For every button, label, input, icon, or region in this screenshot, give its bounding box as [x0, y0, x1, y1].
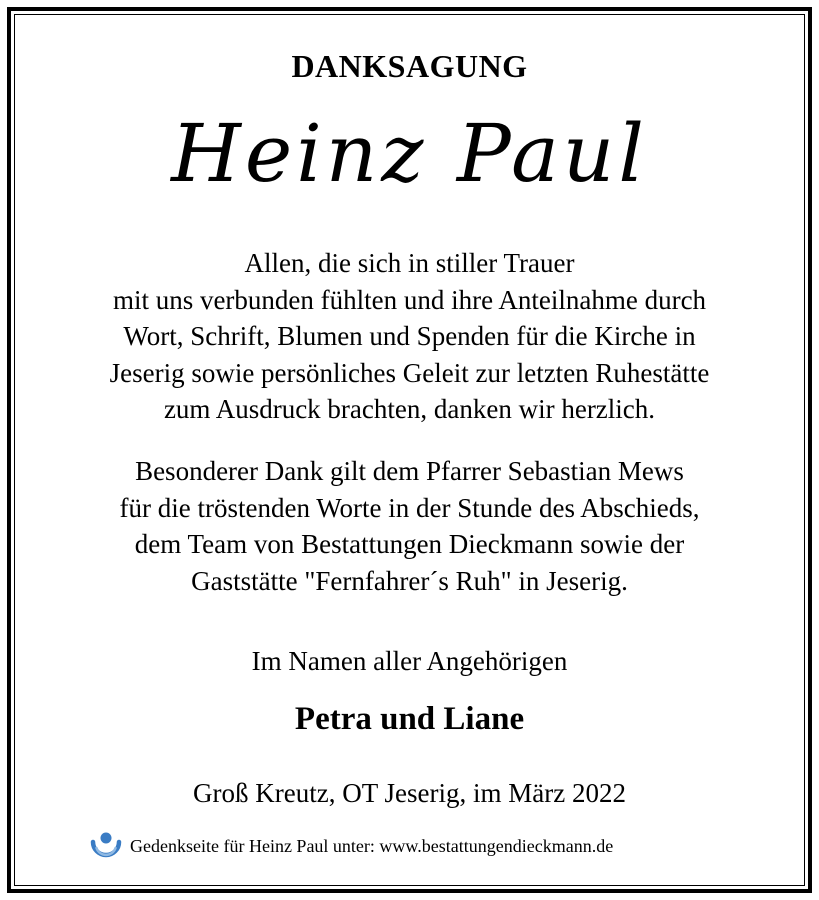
- place-date: Groß Kreutz, OT Jeserig, im März 2022: [193, 778, 626, 808]
- paragraph-line: zum Ausdruck brachten, danken wir herzlich.: [163, 394, 656, 424]
- paragraph-line: Besonderer Dank gilt dem Pfarrer Sebastian Mews: [135, 456, 684, 486]
- notice-heading: DANKSAGUNG: [291, 48, 528, 84]
- paragraph-line: Gaststätte "Fernfahrer´s Ruh" in Jeserig.: [191, 565, 628, 596]
- thanks-paragraph: [30, 245, 789, 428]
- paragraph-line: Allen, die sich in stiller Trauer: [244, 248, 575, 278]
- paragraph-line: mit uns verbunden fühlten und ihre Anteilnahme durch: [112, 284, 707, 315]
- paragraph-line: Jeserig sowie persönliches Geleit zur letzten Ruhestätte: [109, 357, 710, 388]
- signers: Petra und Liane: [294, 701, 525, 737]
- paragraph-line: dem Team von Bestattungen Dieckmann sowie der: [134, 529, 685, 559]
- memorial-page-link[interactable]: [88, 828, 613, 864]
- special-thanks-paragraph: [30, 453, 789, 599]
- memorial-logo-icon: [88, 828, 124, 864]
- paragraph-line: Wort, Schrift, Blumen und Spenden für die Kirche in: [123, 321, 696, 351]
- in-name-of-line: Im Namen aller Angehörigen: [251, 646, 568, 676]
- paragraph-line: für die tröstenden Worte in der Stunde des Abschieds,: [119, 492, 700, 523]
- deceased-name: Heinz Paul: [171, 107, 648, 200]
- memorial-page-text: Gedenkseite für Heinz Paul unter: www.bestattungendieckmann.de: [130, 835, 614, 856]
